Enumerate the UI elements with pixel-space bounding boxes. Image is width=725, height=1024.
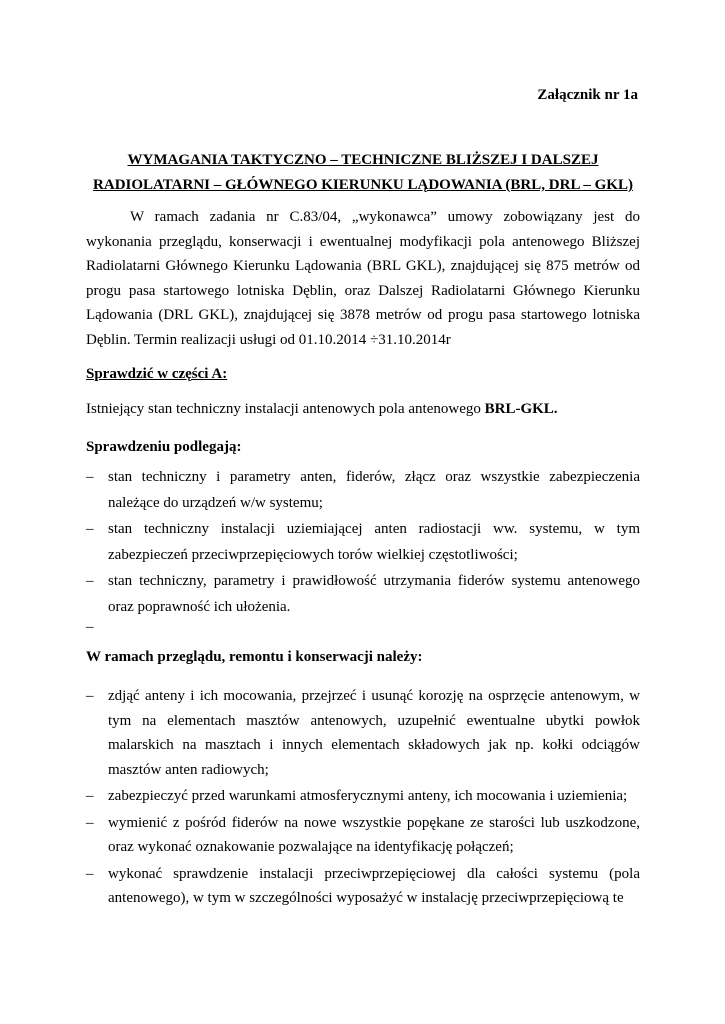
list-dash: –: [86, 521, 94, 537]
list-item-text: stan techniczny i parametry anten, fiderów, złącz oraz wszystkie zabezpieczenia należące do urządzeń w/w systemu;: [108, 469, 640, 511]
existing-state-line: [86, 401, 558, 418]
list-item-text: stan techniczny, parametry i prawidłowość utrzymania fiderów systemu antenowego oraz poprawność ich ułożenia.: [108, 573, 640, 615]
list-item-text: zabezpieczyć przed warunkami atmosferycznymi anteny, ich mocowania i uziemienia;: [108, 788, 628, 804]
list-item-text: wykonać sprawdzenie instalacji przeciwprzepięciowej dla całości systemu (pola antenowego), w tym w szczególności wyposażyć w instalację przeciwprzepięciową te: [108, 865, 640, 906]
list-dash: –: [86, 469, 94, 485]
list-item-text: wymienić z pośród fiderów na nowe wszystkie popękane ze starości lub uszkodzone, oraz wykonać oznakowanie pozwalające na identyfikację połączeń;: [108, 814, 640, 855]
list-item: [86, 464, 640, 516]
list-dash: –: [86, 865, 94, 882]
section-a-heading: Sprawdzić w części A:: [86, 366, 228, 382]
maintenance-heading: W ramach przeglądu, remontu i konserwacji należy:: [86, 649, 423, 665]
list-item: [86, 684, 640, 782]
document-title: [86, 148, 640, 198]
list-item: [86, 516, 640, 568]
list-item: [86, 862, 640, 911]
title-line-1: WYMAGANIA TAKTYCZNO – TECHNICZNE BLIŻSZEJ I DALSZEJ: [127, 152, 599, 168]
annex-label: Załącznik nr 1a: [537, 87, 638, 103]
list-item: [86, 811, 640, 860]
title-line-2: RADIOLATARNI – GŁÓWNEGO KIERUNKU LĄDOWANIA (BRL, DRL – GKL): [93, 177, 633, 193]
list-dash: –: [86, 573, 94, 589]
inspection-list: [86, 464, 640, 620]
list-item: [86, 568, 640, 620]
list-dash: –: [86, 788, 94, 804]
list-item-text: zdjąć anteny i ich mocowania, przejrzeć i usunąć korozję na osprzęcie antenowym, w tym na elementach masztów antenowych, uzupełnić ewentualne ubytki powłok malarskich na masztach i innych elementach składowych jak np. kołki odciągów masztów anten radiowych;: [108, 688, 640, 778]
list-dash: –: [86, 814, 94, 831]
maintenance-list: [86, 684, 640, 913]
existing-state-bold: BRL-GKL.: [484, 401, 558, 417]
existing-state-text: Istniejący stan techniczny instalacji antenowych pola antenowego: [86, 401, 485, 417]
inspection-heading: Sprawdzeniu podlegają:: [86, 439, 242, 455]
list-item: [86, 784, 640, 809]
empty-list-dash: –: [86, 619, 94, 635]
list-dash: –: [86, 688, 94, 704]
list-item-text: stan techniczny instalacji uziemiającej anten radiostacji ww. systemu, w tym zabezpieczeń przeciwprzepięciowych torów wielkiej częstotliwości;: [108, 521, 640, 563]
intro-paragraph: W ramach zadania nr C.83/04, „wykonawca” umowy zobowiązany jest do wykonania przeglądu, konserwacji i ewentualnej modyfikacji pola antenowego Bliższej Radiolatarni Głównego Kierunku Lądowania (BRL GKL), znajdującej się 875 metrów od progu pasa startowego lotniska Dęblin, oraz Dalszej Radiolatarni Głównego Kierunku Lądowania (DRL GKL), znajdującej się 3878 metrów od progu pasa startowego lotniska Dęblin. Termin realizacji usługi od 01.10.2014 ÷31.10.2014r: [86, 209, 640, 348]
